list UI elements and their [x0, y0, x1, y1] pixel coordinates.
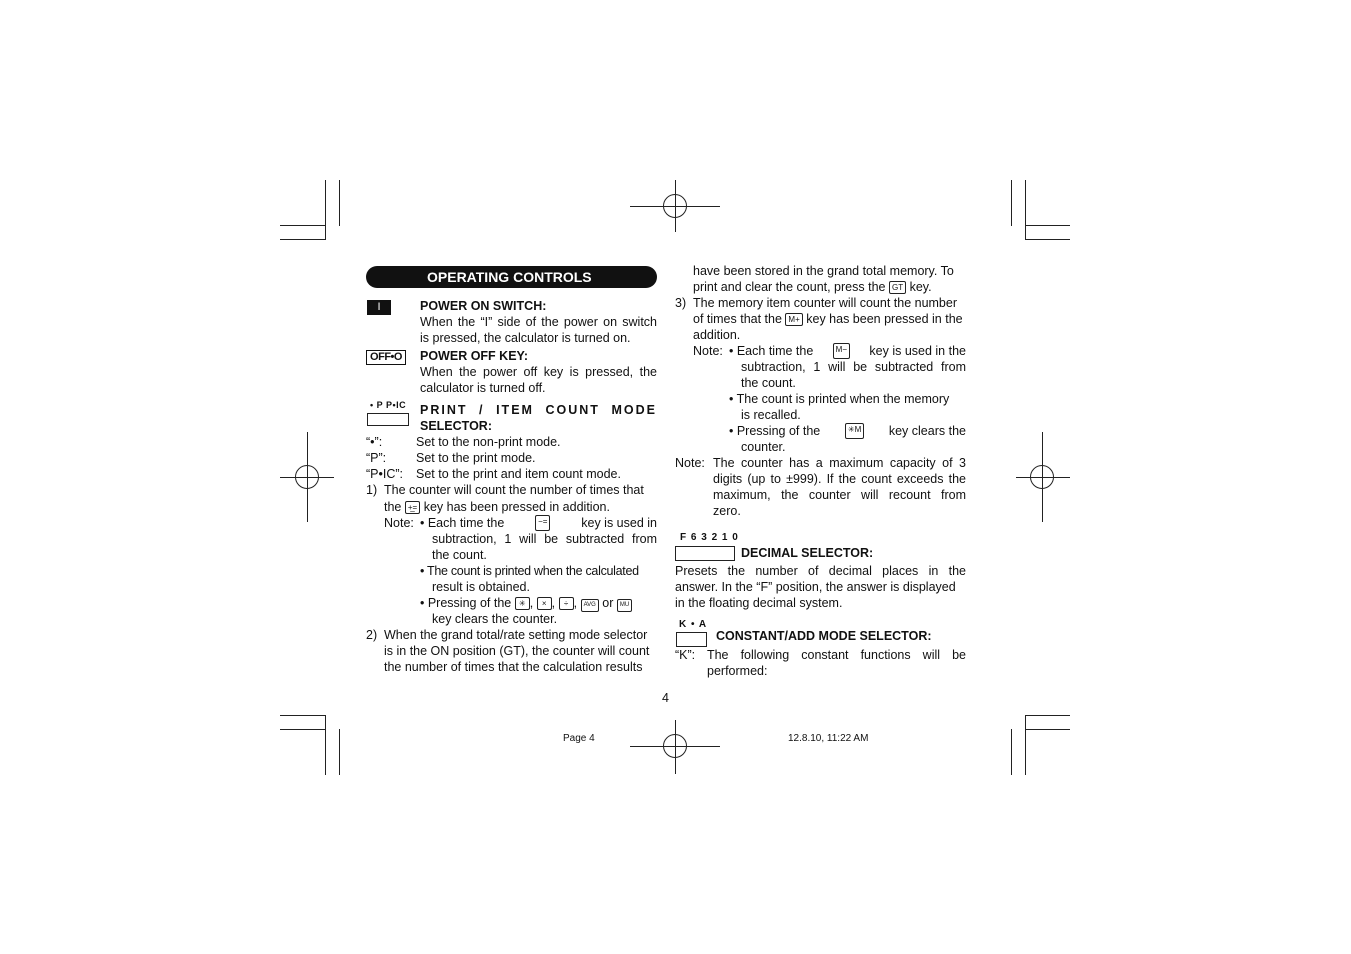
gt-key-icon: GT [889, 281, 906, 294]
item-2-line-2: is in the ON position (GT), the counter will count [384, 644, 650, 658]
section-header [366, 266, 657, 288]
rnote-1-line-2: subtraction, 1 will be subtracted from [741, 360, 966, 374]
rnote-1-line-3: the count. [741, 376, 796, 390]
mode-key-item-count: “P•IC”: [366, 467, 404, 481]
item-2-line-3: the number of times that the calculation results [384, 660, 643, 674]
item-2-line-1: When the grand total/rate setting mode selector [384, 628, 648, 642]
constant-title: CONSTANT/ADD MODE SELECTOR: [716, 629, 932, 643]
constant-desc-1: “K”: The following constant functions will be [675, 648, 966, 662]
note-label-left: Note: [384, 516, 414, 530]
power-off-key-icon [366, 350, 406, 365]
item-3-line-1: The memory item counter will count the number [693, 296, 957, 310]
decimal-desc-1: Presets the number of decimal places in the [675, 564, 966, 578]
mode-desc-item-count: Set to the print and item count mode. [416, 467, 621, 481]
power-off-title: POWER OFF KEY: [420, 349, 529, 363]
plus-equal-key-icon: +̲= [405, 501, 420, 514]
note-1-line-1: • Each time the −= key is used in [420, 516, 657, 530]
decimal-desc-3: in the floating decimal system. [675, 596, 843, 610]
power-on-icon-label: I [377, 301, 381, 313]
decimal-desc-2: answer. In the “F” position, the answer is displayed [675, 580, 956, 594]
note2-line-1: The counter has a maximum capacity of 3 [713, 456, 966, 470]
note-2-line-1: • The count is printed when the calculated [420, 564, 639, 578]
power-off-icon-label: OFF•O [370, 351, 402, 363]
item-3-line-3: addition. [693, 328, 741, 342]
minus-equal-key-icon: −= [535, 515, 550, 531]
constant-selector-icon[interactable] [676, 632, 707, 647]
star-m-key-icon: ✳M [845, 423, 864, 439]
power-on-desc-1: When the “I” side of the power on switch [420, 315, 657, 329]
decimal-title: DECIMAL SELECTOR: [741, 546, 874, 560]
item-3-number: 3) [675, 296, 687, 310]
mu-key-icon: MU [617, 599, 632, 612]
footer-timestamp: 12.8.10, 11:22 AM [788, 733, 869, 744]
power-on-desc-2: is pressed, the calculator is turned on. [420, 331, 631, 345]
mode-desc-nonprint: Set to the non-print mode. [416, 435, 561, 449]
note2-line-3: maximum, the counter will recount from [713, 488, 966, 502]
print-mode-positions: • P P•IC [370, 400, 407, 410]
cont-line-2: print and clear the count, press the GT key. [693, 280, 932, 294]
power-off-desc-1: When the power off key is pressed, the [420, 365, 657, 379]
power-off-desc-2: calculator is turned off. [420, 381, 546, 395]
note-1-line-3: the count. [432, 548, 487, 562]
item-3-line-2: of times that the M+ key has been pressed in the [693, 312, 963, 326]
power-on-switch-icon [367, 300, 391, 315]
print-mode-selector-icon[interactable] [367, 413, 409, 426]
cont-line-1: have been stored in the grand total memory. To [693, 264, 954, 278]
note-3-line-2: key clears the counter. [432, 612, 558, 626]
avg-key-icon: AVG [581, 599, 599, 612]
constant-desc-2: performed: [707, 664, 768, 678]
item-2-number: 2) [366, 628, 378, 642]
footer-page: Page 4 [563, 733, 595, 744]
power-on-title: POWER ON SWITCH: [420, 299, 547, 313]
m-minus-key-icon: M− [833, 343, 850, 359]
decimal-positions: F 6 3 2 1 0 [680, 532, 739, 543]
mode-desc-print: Set to the print mode. [416, 451, 536, 465]
times-key-icon: × [537, 597, 552, 610]
note-1-line-2: subtraction, 1 will be subtracted from [432, 532, 657, 546]
divide-key-icon: ÷ [559, 597, 574, 610]
note2-line-4: zero. [713, 504, 741, 518]
mode-key-nonprint: “•”: [366, 435, 383, 449]
rnote-3-line-1: • Pressing of the ✳M key clears the [729, 424, 966, 438]
section-title: OPERATING CONTROLS [427, 269, 592, 285]
note2-label: Note: [675, 456, 705, 470]
note-label-right: Note: [693, 344, 723, 358]
mode-key-print: “P”: [366, 451, 387, 465]
m-plus-key-icon: M+ [785, 313, 802, 326]
print-mode-title-1: PRINT / ITEM COUNT MODE [420, 403, 657, 417]
note-2-line-2: result is obtained. [432, 580, 530, 594]
item-1-line-2: the +̲= key has been pressed in addition. [384, 500, 610, 514]
item-1-number: 1) [366, 483, 378, 497]
rnote-2-line-2: is recalled. [741, 408, 801, 422]
note-3-line-1: • Pressing of the ✳ , × , ÷ , AVG or MU [420, 595, 632, 612]
constant-positions: K • A [679, 619, 708, 630]
item-1-line-1: The counter will count the number of times that [384, 483, 644, 497]
star-key-icon: ✳ [515, 597, 530, 610]
rnote-2-line-1: • The count is printed when the memory [729, 392, 950, 406]
rnote-1-line-1: • Each time the M− key is used in the [729, 344, 966, 358]
note2-line-2: digits (up to ±999). If the count exceeds the [713, 472, 966, 486]
decimal-selector-icon[interactable] [675, 546, 735, 561]
rnote-3-line-2: counter. [741, 440, 786, 454]
page-number: 4 [662, 691, 669, 705]
print-mode-title-2: SELECTOR: [420, 419, 492, 433]
